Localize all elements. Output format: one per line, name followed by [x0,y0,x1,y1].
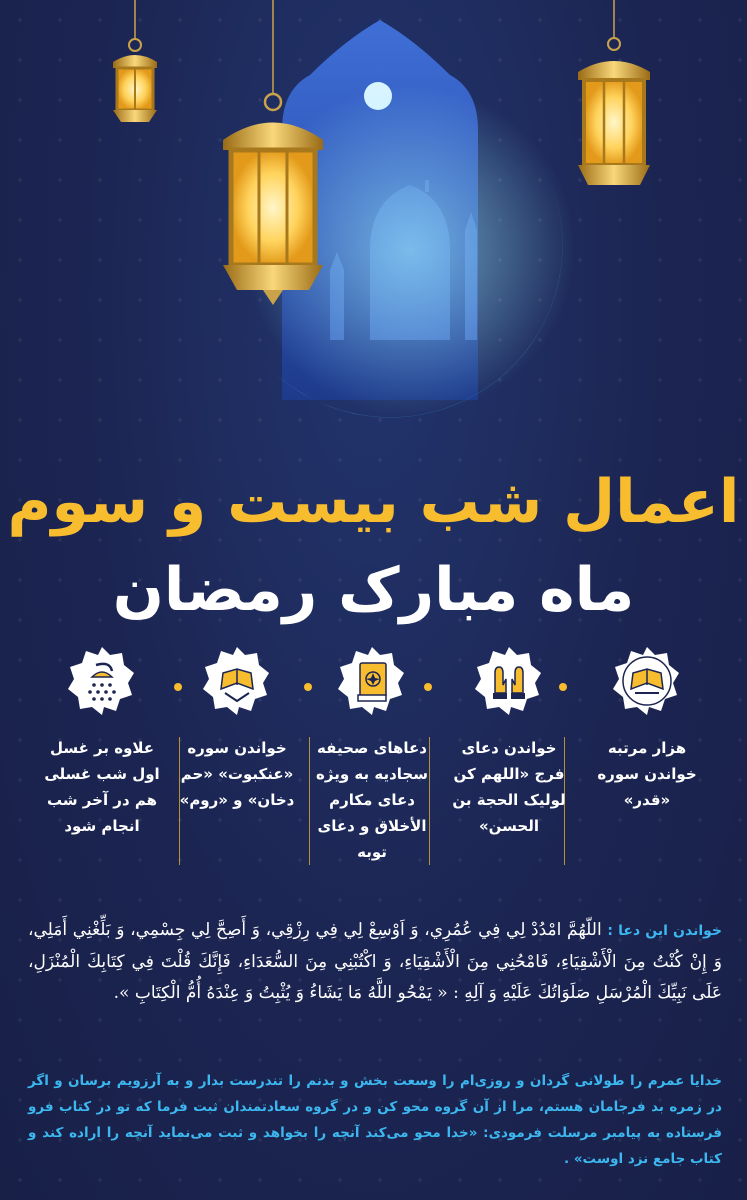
lantern-icon [578,0,650,185]
item-text: خواندن دعای فرج «اللهم کن لولیک الحجة بن الحسن» [452,739,566,835]
list-item [42,645,162,839]
item-text: دعاهای صحیفه سجادیه به ویژه دعای مکارم الأخلاق و دعای توبه [316,739,428,861]
lantern-icon [113,0,157,122]
hero-illustration [0,0,747,460]
rituals-list [40,645,707,895]
item-text: خواندن سوره «عنکبوت» «حم دخان» و «روم» [179,739,295,809]
list-item [177,645,297,813]
page-title: اعمال شب بیست و سوم [7,467,740,537]
dua-label: خواندن این دعا : [607,923,723,939]
prayer-book-icon [336,645,408,717]
dua-arabic-text: اللّهُمَّ امْدُدْ لِي فِي عُمُرِي، وَ اَوْسِعْ لِي فِي رِزْقِي، وَ أَصِحَّ لِي جِسْمِي، وَ بَلِّغْنِي أَمَلِي، وَ إِنْ كُنْتُ مِنَ الْأَشْقِيَاءِ، فَامْحُنِي مِنَ الْأَشْقِيَاءِ، وَ اكْتُبْنِي مِنَ السُّعَدَاءِ، فَإِنَّكَ قُلْتَ فِي كِتَابِكَ الْمُنْزَلِ، عَلَى نَبِيِّكَ الْمُرْسَلِ صَلَوَاتُكَ عَلَيْهِ وَ آلِهِ : « يَمْحُو اللَّهُ مَا يَشَاءُ وَ يُثْبِتُ وَ عِنْدَهُ أُمُّ الْكِتَابِ ». [28,920,722,1003]
page-subtitle: ماه مبارک رمضان [112,555,635,625]
divider [309,737,310,865]
item-text: هزار مرتبه خواندن سوره «قدر» [597,739,697,809]
item-text: علاوه بر غسل اول شب غسلی هم در آخر شب انجام شود [44,739,160,835]
list-item [449,645,569,839]
list-item [312,645,432,865]
separator-dot [304,683,312,691]
lantern-icon [223,0,323,305]
dua-text-block [28,915,722,1009]
quran-book-icon [611,645,683,717]
quran-book-icon [201,645,273,717]
praying-hands-icon [473,645,545,717]
shower-icon [66,645,138,717]
list-item [587,645,707,813]
dua-translation: خدایا عمرم را طولانی گردان و روزی‌ام را وسعت بخش و بدنم را تندرست بدار و به آرزویم برسان و اگر در زمره بد فرجامان هستم، مرا از آن گروه محو کن و در گروه سعادتمندان ثبت فرما که تو در کتاب فرو فرستاده به پیامبر مرسلت فرمودی: «خدا محو می‌کند آنچه را بخواهد و ثبت می‌نماید آنچه را اراده کند و کتاب جامع نزد اوست» . [28,1073,722,1167]
